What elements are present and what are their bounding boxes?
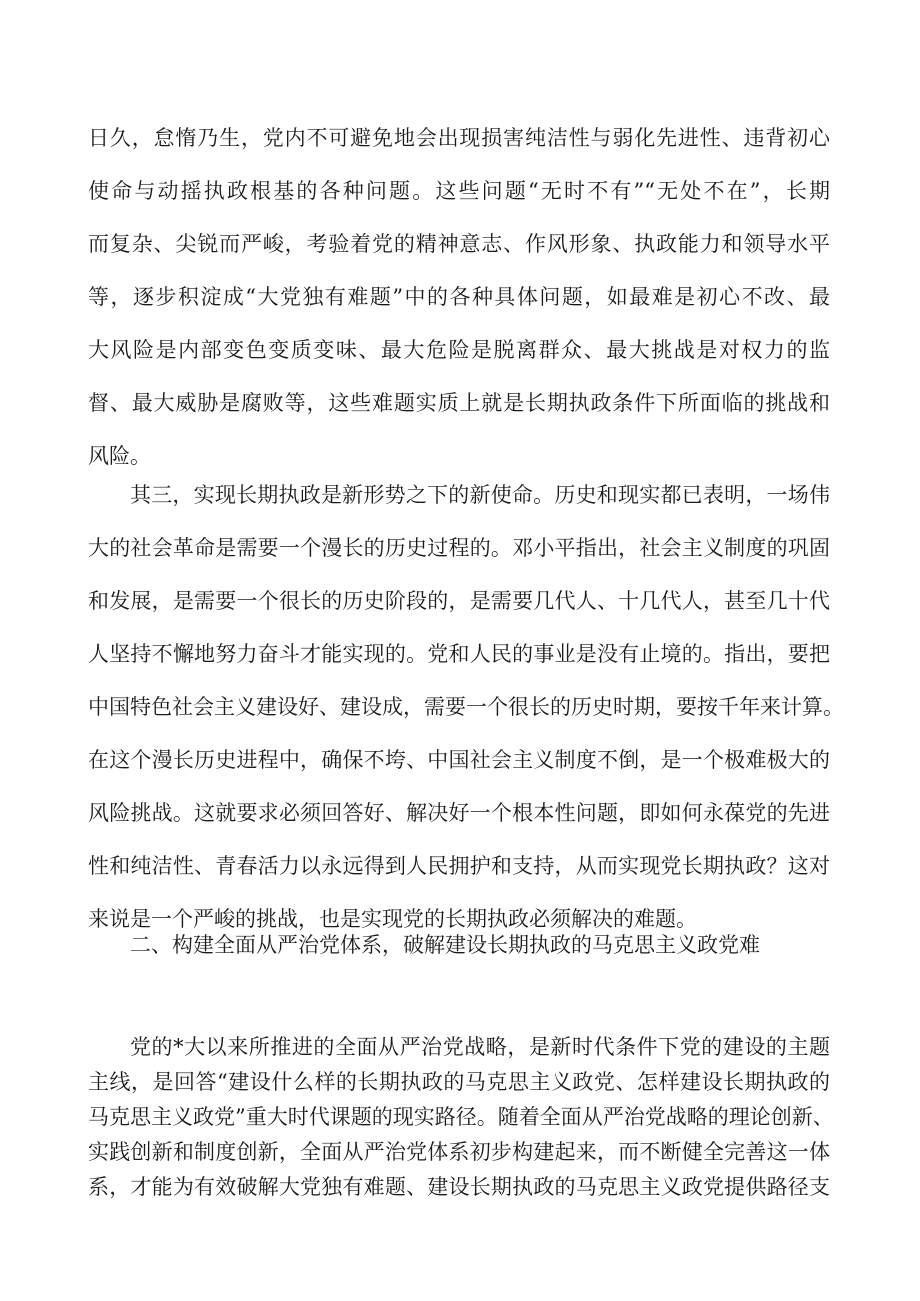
paragraph-line: 而复杂、尖锐而严峻，考验着党的精神意志、作风形象、执政能力和领导水平 xyxy=(88,232,830,256)
paragraph-line: 风险。 xyxy=(88,444,151,468)
paragraph-1 xyxy=(88,126,830,507)
paragraph-line: 督、最大威胁是腐败等，这些难题实质上就是长期执政条件下所面临的挑战和 xyxy=(88,391,830,415)
paragraph-line: 马克思主义政党”重大时代课题的现实路径。随着全面从严治党战略的理论创新、 xyxy=(88,1105,834,1129)
paragraph-line: 来说是一个严峻的挑战，也是实现党的长期执政必须解决的难题。 xyxy=(88,907,697,931)
paragraph-3 xyxy=(88,1031,834,1206)
paragraph-line: 等，逐步积淀成“大党独有难题”中的各种具体问题，如最难是初心不改、最 xyxy=(88,285,830,309)
paragraph-line: 大的社会革命是需要一个漫长的历史过程的。邓小平指出，社会主义制度的巩固 xyxy=(88,536,830,560)
paragraph-line: 党的*大以来所推进的全面从严治党战略，是新时代条件下党的建设的主题 xyxy=(130,1035,830,1059)
paragraph-line: 系，才能为有效破解大党独有难题、建设长期执政的马克思主义政党提供路径支 xyxy=(88,1175,830,1199)
paragraph-line: 性和纯洁性、青春活力以永远得到人民拥护和支持，从而实现党长期执政？这对 xyxy=(88,854,830,878)
paragraph-line: 和发展，是需要一个很长的历史阶段的，是需要几代人、十几代人，甚至几十代 xyxy=(88,589,830,613)
paragraph-line: 主线，是回答“建设什么样的长期执政的马克思主义政党、怎样建设长期执政的 xyxy=(88,1070,830,1094)
paragraph-line: 其三，实现长期执政是新形势之下的新使命。历史和现实都已表明，一场伟 xyxy=(130,483,830,507)
paragraph-line: 人坚持不懈地努力奋斗才能实现的。党和人民的事业是没有止境的。指出，要把 xyxy=(88,642,830,666)
paragraph-line: 中国特色社会主义建设好、建设成，需要一个很长的历史时期，要按千年来计算。 xyxy=(88,695,844,719)
paragraph-line: 日久，怠惰乃生，党内不可避免地会出现损害纯洁性与弱化先进性、违背初心 xyxy=(88,126,830,150)
paragraph-line: 大风险是内部变色变质变味、最大危险是脱离群众、最大挑战是对权力的监 xyxy=(88,338,830,362)
paragraph-line: 使命与动摇执政根基的各种问题。这些问题“无时不有”“无处不在”，长期 xyxy=(88,179,830,203)
paragraph-line: 风险挑战。这就要求必须回答好、解决好一个根本性问题，即如何永葆党的先进 xyxy=(88,801,830,825)
paragraph-line: 在这个漫长历史进程中，确保不垮、中国社会主义制度不倒，是一个极难极大的 xyxy=(88,748,830,772)
paragraph-line: 实践创新和制度创新，全面从严治党体系初步构建起来，而不断健全完善这一体 xyxy=(88,1140,830,1164)
paragraph-2 xyxy=(88,479,844,956)
section-heading: 二、构建全面从严治党体系，破解建设长期执政的马克思主义政党难 xyxy=(130,933,760,957)
